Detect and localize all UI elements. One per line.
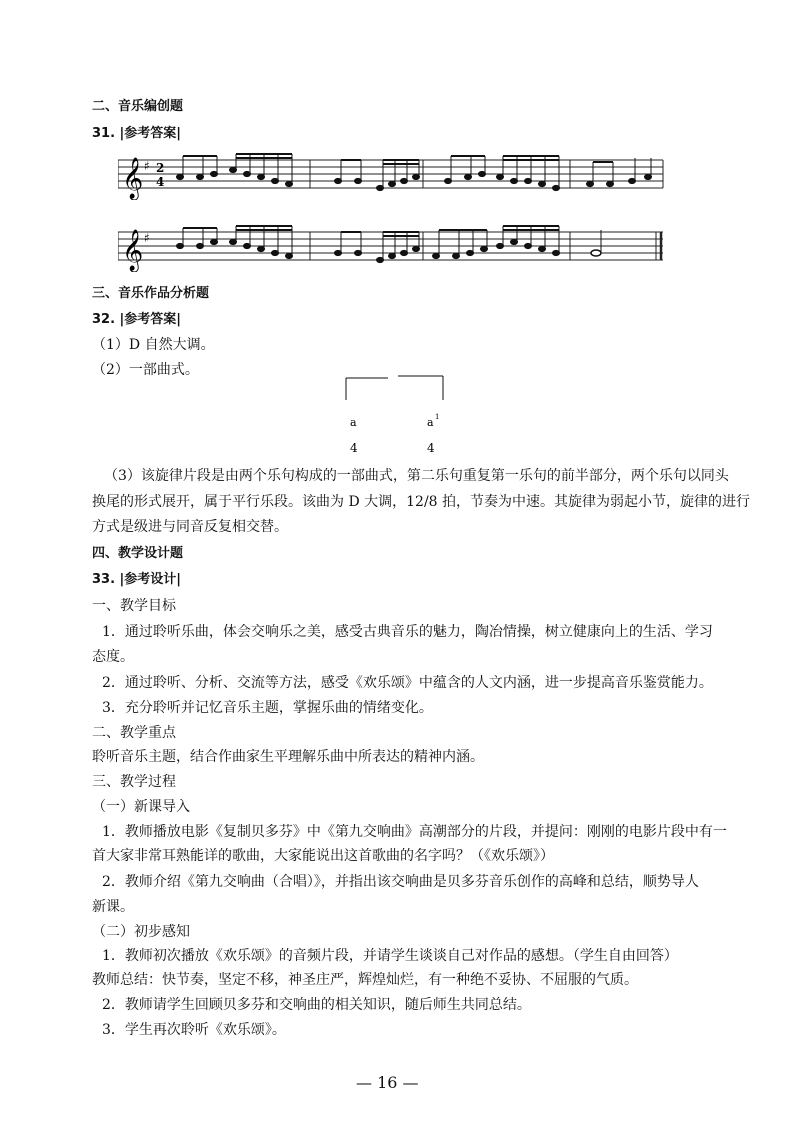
treble-clef-icon: 𝄞	[122, 158, 144, 199]
page-number: — 16 —	[356, 1073, 419, 1092]
question-32-label: 32. |参考答案|	[92, 312, 182, 327]
phrase-bars-a1: 4	[427, 441, 435, 455]
process-perception-1: 1．教师初次播放《欢乐颂》的音频片段，并请学生谈谈自己对作品的感想。（学生自由回答）	[102, 948, 678, 964]
teaching-goal-1-line1: 1．通过聆听乐曲，体会交响乐之美，感受古典音乐的魅力，陶冶情操，树立健康向上的生活、学习	[102, 624, 713, 640]
phrase-bars-a: 4	[350, 441, 358, 455]
answer-32-3-line1: （3）该旋律片段是由两个乐句构成的一部曲式，第二乐句重复第一乐句的前半部分，两个乐句以同头	[104, 468, 729, 484]
treble-clef-icon: 𝄞	[122, 230, 144, 271]
question-31-label: 31. |参考答案|	[92, 126, 182, 141]
music-staff-1	[118, 150, 666, 200]
process-intro-1-line1: 1．教师播放电影《复制贝多芬》中《第九交响曲》高潮部分的片段，并提问：刚刚的电影片段中有一	[102, 824, 727, 840]
key-signature-sharp-icon: ♯	[144, 231, 150, 245]
answer-32-2: （2）一部曲式。	[92, 362, 199, 378]
phrase-label-a1: a	[427, 416, 434, 429]
section-heading-teaching-design: 四、教学设计题	[92, 546, 184, 561]
music-staff-2	[118, 222, 666, 272]
process-intro-2-line2: 新课。	[92, 899, 134, 915]
teacher-summary: 教师总结：快节奏，坚定不移，神圣庄严，辉煌灿烂，有一种绝不妥协、不屈服的气质。	[92, 972, 638, 988]
answer-32-1: （1）D 自然大调。	[92, 337, 215, 353]
time-signature-bottom: 4	[156, 175, 165, 189]
section-heading-composition: 二、音乐编创题	[92, 99, 184, 114]
process-intro-heading: （一）新课导入	[92, 799, 190, 815]
teaching-key-text: 聆听音乐主题，结合作曲家生平理解乐曲中所表达的精神内涵。	[92, 749, 484, 765]
answer-32-3-line3: 方式是级进与同音反复相交替。	[92, 519, 288, 535]
process-perception-heading: （二）初步感知	[92, 924, 190, 940]
key-signature-sharp-icon: ♯	[144, 159, 150, 173]
process-intro-2-line1: 2．教师介绍《第九交响曲（合唱）》，并指出该交响曲是贝多芬音乐创作的高峰和总结，顺势导人	[102, 874, 699, 890]
phrase-label-a1-superscript: 1	[435, 413, 440, 421]
process-perception-2: 2．教师请学生回顾贝多芬和交响曲的相关知识，随后师生共同总结。	[102, 997, 531, 1013]
teaching-key-heading: 二、教学重点	[92, 725, 176, 741]
answer-32-3-line2: 换尾的形式展开，属于平行乐段。该曲为 D 大调，12/8 拍，节奏为中速。其旋律为弱起小节，旋律的进行	[92, 494, 751, 510]
teaching-process-heading: 三、教学过程	[92, 774, 176, 790]
teaching-goal-1-line2: 态度。	[92, 649, 134, 665]
teaching-goal-2: 2．通过聆听、分析、交流等方法，感受《欢乐颂》中蕴含的人文内涵，进一步提高音乐鉴赏能力。	[102, 675, 713, 691]
form-structure-diagram	[330, 370, 460, 460]
section-heading-analysis: 三、音乐作品分析题	[92, 286, 210, 301]
teaching-goal-3: 3．充分聆听并记忆音乐主题，掌握乐曲的情绪变化。	[102, 700, 433, 716]
process-perception-3: 3．学生再次聆听《欢乐颂》。	[102, 1022, 286, 1038]
question-33-label: 33. |参考设计|	[92, 572, 182, 587]
time-signature-top: 2	[156, 161, 165, 175]
phrase-label-a: a	[350, 416, 357, 429]
teaching-goal-heading: 一、教学目标	[92, 598, 176, 614]
process-intro-1-line2: 首大家非常耳熟能详的歌曲，大家能说出这首歌曲的名字吗？（《欢乐颂》）	[92, 848, 554, 864]
